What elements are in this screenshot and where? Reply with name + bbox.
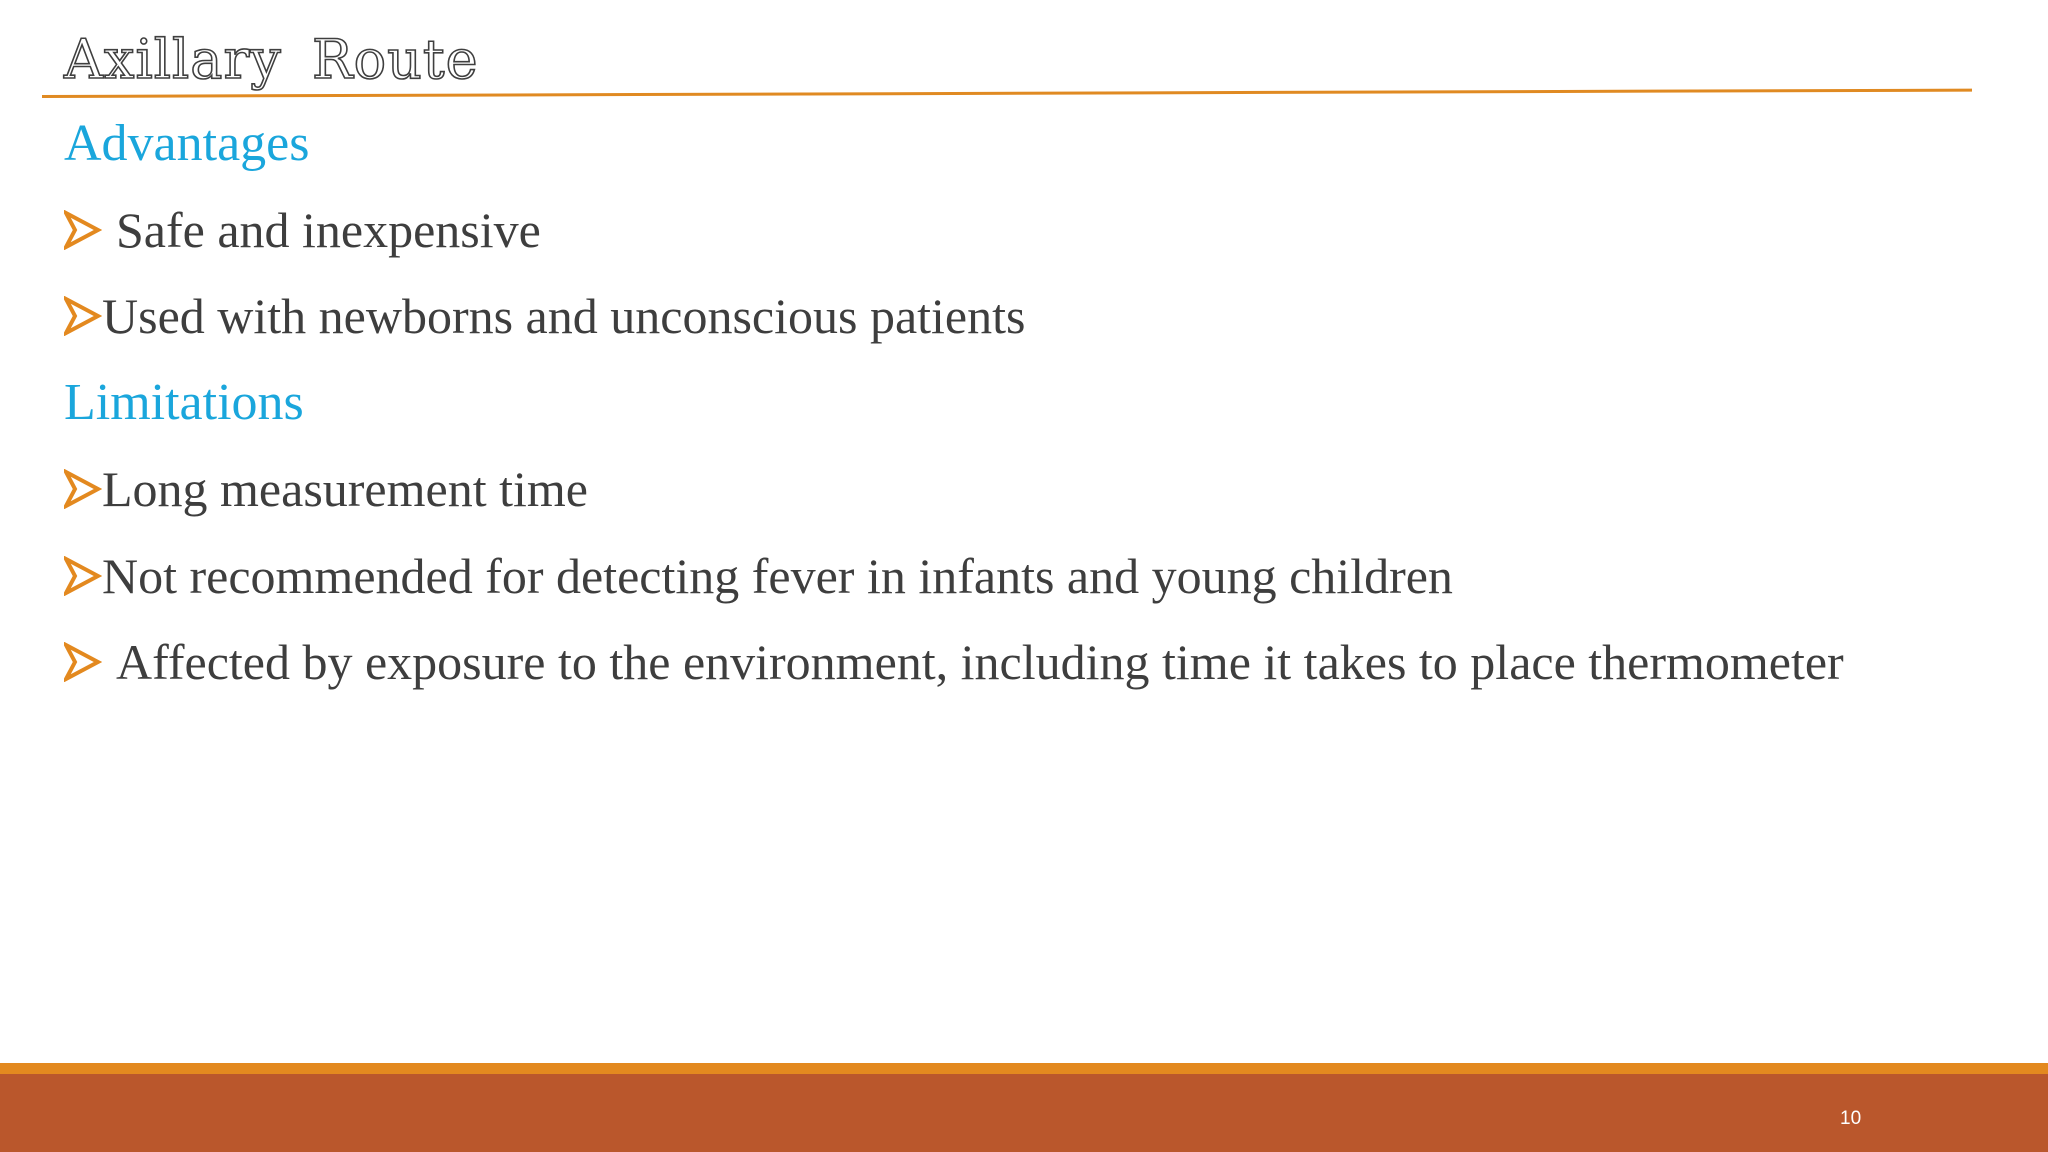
bullet-item [64,286,1025,346]
section-heading-advantages: Advantages [64,115,310,172]
bullet-text: Long measurement time [102,461,588,517]
bullet-text: Affected by exposure to the environment, including time it takes to place thermometer [116,634,1844,690]
footer-accent-line [0,1063,2048,1074]
bullet-item [64,459,588,519]
slide-title: Axillary Route [64,28,479,91]
bullet-item [64,200,541,260]
bullet-text: Used with newborns and unconscious patients [102,288,1026,344]
arrow-bullet-icon [64,296,102,336]
arrow-bullet-icon [64,210,102,250]
arrow-bullet-icon [64,469,102,509]
bullet-item [64,632,1844,692]
bullet-text: Not recommended for detecting fever in infants and young children [102,548,1453,604]
arrow-bullet-icon [64,556,102,596]
page-number: 10 [1840,1108,1862,1129]
bullet-text: Safe and inexpensive [116,202,541,258]
footer-bar [0,1074,2048,1152]
arrow-bullet-icon [64,642,102,682]
bullet-item [64,546,1453,606]
section-heading-limitations: Limitations [64,374,304,431]
